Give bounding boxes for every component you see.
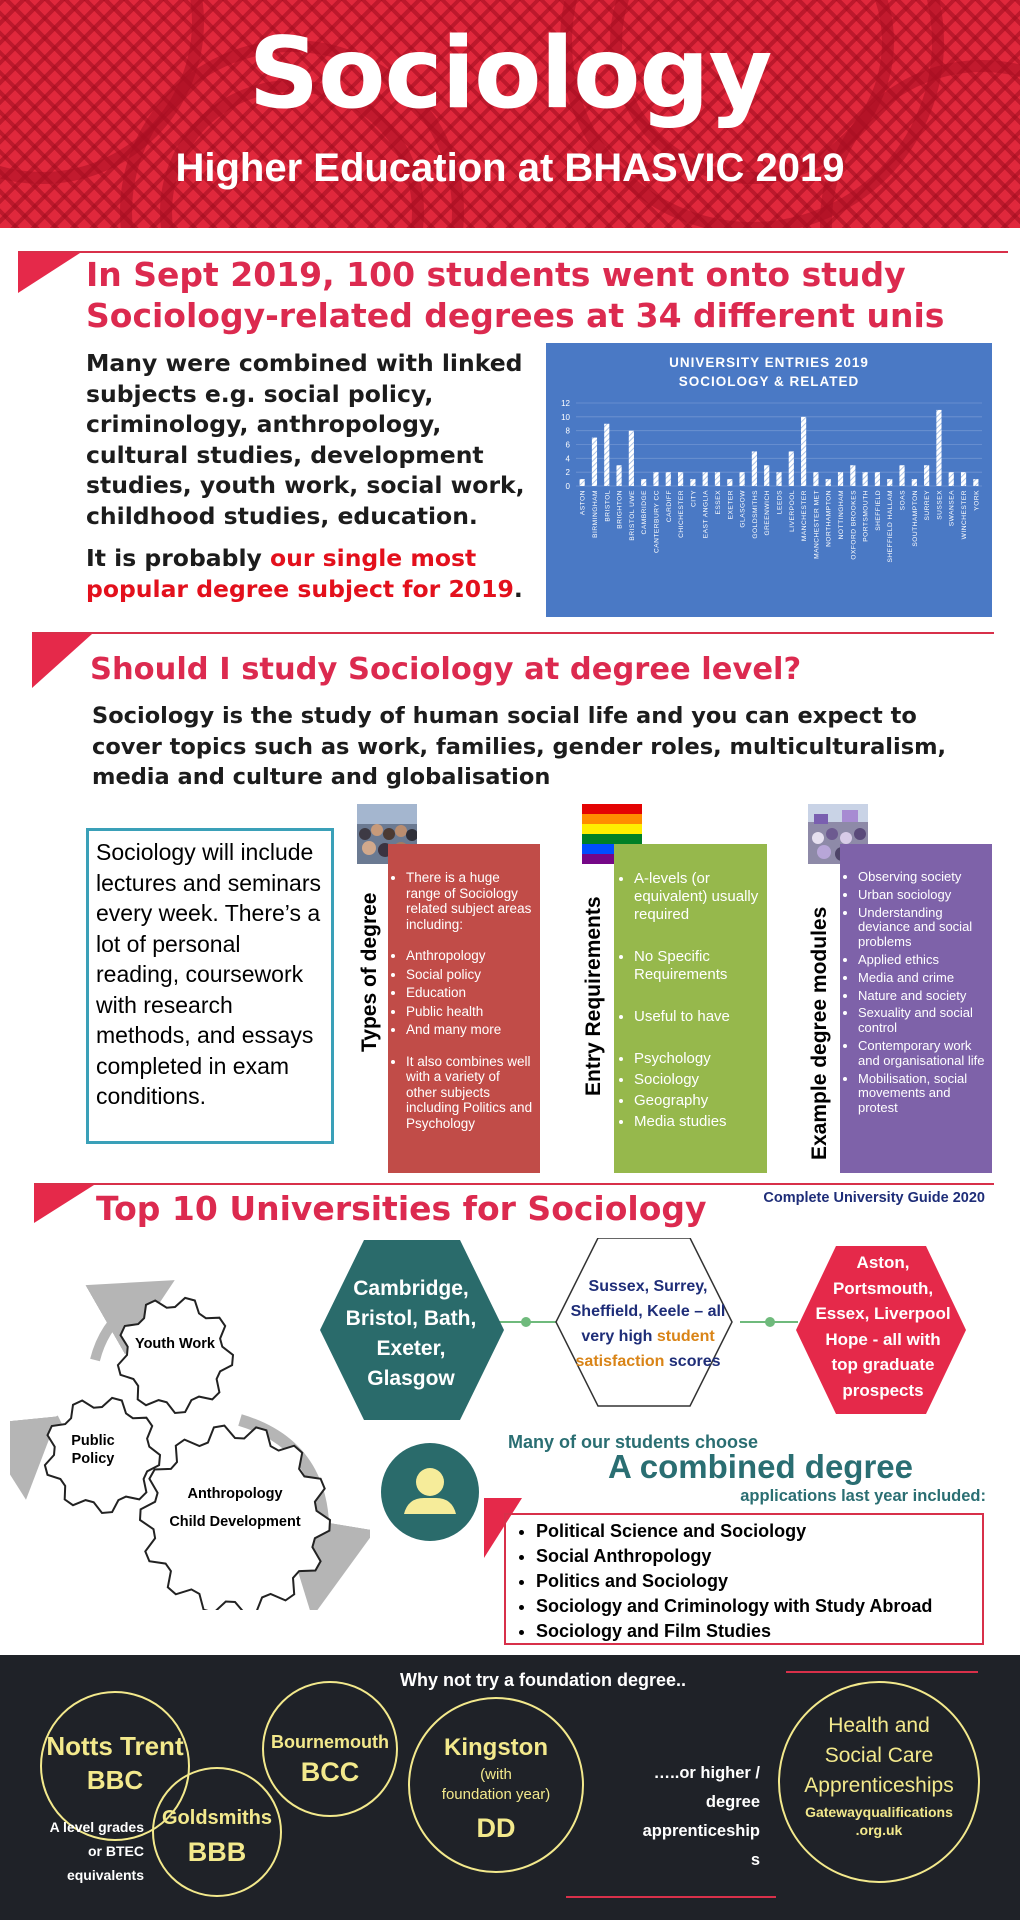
chart-category-label: BIRMINGHAM bbox=[591, 490, 599, 538]
list-item: • Sexuality and social control bbox=[858, 1006, 986, 1036]
hex-line: Aston, bbox=[856, 1253, 910, 1272]
list-item: • Urban sociology bbox=[858, 888, 986, 903]
list-item: • Anthropology bbox=[406, 948, 534, 964]
goldsmiths-grade: BBB bbox=[187, 1837, 247, 1867]
university-entries-chart bbox=[546, 343, 992, 617]
entry-requirements-label: Entry Requirements bbox=[582, 896, 605, 1096]
alevel-note bbox=[20, 1815, 144, 1887]
chart-bar bbox=[616, 465, 621, 486]
hex-line: Essex, Liverpool bbox=[815, 1304, 951, 1323]
section-flag bbox=[32, 634, 92, 688]
goldsmiths-circle bbox=[152, 1767, 282, 1897]
chart-category-label: SOAS bbox=[899, 490, 907, 511]
popular-suffix: . bbox=[513, 575, 523, 603]
chart-ytick-label: 6 bbox=[565, 440, 570, 450]
chart-bar bbox=[715, 472, 720, 486]
chart-bar bbox=[690, 479, 695, 486]
hex-line: Hope - all with bbox=[825, 1329, 941, 1349]
list-item: • There is a huge range of Sociology related subject areas including: bbox=[406, 870, 534, 932]
chart-category-label: SUSSEX bbox=[936, 490, 944, 520]
section-flag bbox=[34, 1185, 94, 1223]
list-item: • Sociology and Criminology with Study Abroad bbox=[536, 1594, 982, 1619]
list-item: • Nature and society bbox=[858, 989, 986, 1004]
chart-category-label: CAMBRIDGE bbox=[641, 490, 649, 535]
chart-category-label: CARDIFF bbox=[665, 490, 673, 523]
chart-category-label: SHEFFIELD bbox=[874, 490, 882, 531]
hex-line: top graduate bbox=[831, 1355, 935, 1374]
chart-category-label: OXFORD BROOKES bbox=[850, 490, 858, 560]
list-item: • No Specific Requirements bbox=[634, 948, 761, 984]
notts-trent-grade: BBC bbox=[86, 1765, 144, 1795]
list-item: • Sociology and Film Studies bbox=[536, 1619, 982, 1644]
chart-category-label: SOUTHAMPTON bbox=[911, 490, 919, 547]
list-item: • Applied ethics bbox=[858, 953, 986, 968]
list-item: • Observing society bbox=[858, 870, 986, 885]
chart-category-label: PORTSMOUTH bbox=[862, 490, 870, 542]
chart-category-label: LEEDS bbox=[776, 490, 784, 515]
kingston-note-1: (with bbox=[480, 1766, 512, 1783]
chart-bar bbox=[801, 417, 806, 486]
list-item: • Contemporary work and organisational life bbox=[858, 1039, 986, 1069]
section-divider bbox=[32, 632, 994, 634]
list-item: • It also combines well with a variety of other subjects including Politics and Psychology bbox=[406, 1054, 534, 1132]
chart-category-label: ESSEX bbox=[714, 490, 722, 515]
chart-category-label: SURREY bbox=[924, 490, 932, 521]
chart-ytick-label: 0 bbox=[565, 482, 570, 491]
chart-category-label: NOTTINGHAM bbox=[838, 490, 846, 540]
foundation-heading: Why not try a foundation degree.. bbox=[400, 1670, 687, 1690]
hex2-highlight: student bbox=[656, 1328, 715, 1345]
bournemouth-grade: BCC bbox=[300, 1757, 360, 1787]
types-of-degree-label: Types of degree bbox=[358, 892, 381, 1052]
chart-category-label: ASTON bbox=[579, 490, 587, 516]
chart-bar bbox=[826, 479, 831, 486]
list-item: • Mobilisation, social movements and protest bbox=[858, 1072, 986, 1116]
chart-bar bbox=[924, 465, 929, 486]
higher-line: s bbox=[750, 1851, 760, 1869]
alevel-line: A level grades bbox=[49, 1819, 144, 1835]
chart-category-label: BRISTOL bbox=[604, 490, 612, 522]
list-item: • Social policy bbox=[406, 967, 534, 983]
hex-line: Glasgow bbox=[367, 1367, 455, 1390]
hex1-text bbox=[336, 1274, 486, 1394]
chart-bar bbox=[813, 472, 818, 486]
section2-heading: Should I study Sociology at degree level? bbox=[90, 652, 802, 687]
chart-category-label: GOLDSMITHS bbox=[751, 490, 759, 539]
section-divider bbox=[18, 251, 1008, 253]
chart-bar bbox=[863, 472, 868, 486]
higher-line: …..or higher / bbox=[653, 1764, 760, 1782]
hex-line: prospects bbox=[842, 1380, 924, 1400]
higher-line: apprenticeship bbox=[642, 1822, 760, 1840]
chart-plot bbox=[546, 343, 992, 617]
section3-heading: Top 10 Universities for Sociology bbox=[96, 1189, 707, 1228]
example-modules-label: Example degree modules bbox=[808, 906, 831, 1160]
health-line: Health and bbox=[828, 1714, 930, 1737]
kingston-note-2: foundation year) bbox=[441, 1786, 551, 1803]
header-banner bbox=[0, 0, 1020, 228]
heading-line: In Sept 2019, 100 students went onto study bbox=[86, 255, 906, 294]
kingston-grade: DD bbox=[476, 1813, 516, 1843]
hex2-main: Sussex, Surrey, Sheffield, Keele – all very high bbox=[570, 1278, 726, 1345]
chart-bar bbox=[752, 451, 757, 486]
chart-bar bbox=[973, 479, 978, 486]
chart-bar bbox=[666, 472, 671, 486]
list-item: • Understanding deviance and social problems bbox=[858, 906, 986, 950]
chart-ytick-label: 4 bbox=[565, 454, 570, 464]
hex2-highlight: satisfaction bbox=[575, 1353, 665, 1370]
linked-subjects-text: Many were combined with linked subjects e.g. social policy, criminology, anthropology, cultural studies, development studies, youth work, social work, childhood studies, education. bbox=[86, 349, 525, 530]
gateway-website bbox=[778, 1803, 980, 1839]
gear-label-anthropology: Anthropology bbox=[187, 1486, 283, 1502]
lectures-info-box: Sociology will include lectures and seminars every week. There’s a lot of personal reading, coursework with research methods, and essays completed in exam conditions. bbox=[86, 828, 334, 1144]
hex3-text bbox=[808, 1250, 958, 1403]
chart-bar bbox=[936, 410, 941, 486]
chart-category-label: CITY bbox=[690, 490, 698, 508]
list-item: • Psychology bbox=[634, 1050, 761, 1068]
chart-bar bbox=[949, 472, 954, 486]
example-modules-box bbox=[840, 844, 992, 1173]
gear-label-youth-work: Youth Work bbox=[134, 1336, 215, 1352]
chart-category-label: EXETER bbox=[727, 490, 735, 520]
footer-divider bbox=[566, 1896, 776, 1898]
chart-category-label: YORK bbox=[973, 490, 981, 511]
hex-line: Cambridge, bbox=[353, 1277, 469, 1300]
chart-bar bbox=[727, 479, 732, 486]
list-item: • A-levels (or equivalent) usually required bbox=[634, 870, 761, 924]
list-item: • Media studies bbox=[634, 1113, 761, 1131]
chart-bar bbox=[653, 472, 658, 486]
chart-bar bbox=[703, 472, 708, 486]
hex-line: Portsmouth, bbox=[832, 1278, 934, 1298]
chart-category-label: MANCHESTER MET bbox=[813, 490, 821, 559]
chart-category-label: BRIGHTON bbox=[616, 490, 624, 529]
chart-bar bbox=[850, 465, 855, 486]
chart-category-label: SWANSEA bbox=[948, 490, 956, 527]
list-item: • Social Anthropology bbox=[536, 1544, 982, 1569]
chart-category-label: LIVERPOOL bbox=[788, 490, 796, 532]
popular-highlight: our single most popular degree subject for 2019 bbox=[86, 544, 514, 603]
chart-bar bbox=[629, 431, 634, 486]
hex2-end: scores bbox=[668, 1353, 721, 1370]
list-item: • And many more bbox=[406, 1022, 534, 1038]
entry-requirements-box bbox=[614, 844, 767, 1173]
page-subtitle: Higher Education at BHASVIC 2019 bbox=[175, 146, 845, 190]
list-item: • Useful to have bbox=[634, 1008, 761, 1026]
applications-text: applications last year included: bbox=[740, 1487, 986, 1505]
chart-bar bbox=[580, 479, 585, 486]
sociology-definition: Sociology is the study of human social life and you can expect to cover topics such as work, families, gender roles, multiculturalism, media and culture and globalisation bbox=[92, 703, 947, 790]
notts-trent-name: Notts Trent bbox=[46, 1731, 184, 1761]
alevel-line: or BTEC bbox=[88, 1843, 144, 1859]
health-care-text bbox=[778, 1711, 980, 1801]
page-title: Sociology bbox=[248, 17, 772, 131]
chart-bar bbox=[838, 472, 843, 486]
hex-line: Bristol, Bath, bbox=[345, 1307, 477, 1330]
person-icon bbox=[380, 1442, 480, 1542]
gear-icon bbox=[118, 1298, 233, 1413]
chart-category-label: EAST ANGLIA bbox=[702, 490, 710, 539]
chart-bar bbox=[641, 479, 646, 486]
chart-category-label: GREENWICH bbox=[764, 490, 772, 536]
chart-category-label: CHICHESTER bbox=[678, 490, 686, 538]
chart-title-line: UNIVERSITY ENTRIES 2019 bbox=[669, 355, 869, 370]
chart-bar bbox=[887, 479, 892, 486]
higher-line: degree bbox=[705, 1793, 760, 1811]
list-item: • Political Science and Sociology bbox=[536, 1519, 982, 1544]
higher-apprenticeship-note bbox=[604, 1759, 760, 1875]
gear-label-child-development: Child Development bbox=[169, 1514, 301, 1530]
health-line: Social Care bbox=[824, 1744, 934, 1767]
source-label: Complete University Guide 2020 bbox=[763, 1190, 985, 1206]
chart-category-label: MANCHESTER bbox=[801, 490, 809, 542]
section-flag bbox=[18, 253, 80, 293]
connector-dot bbox=[521, 1317, 531, 1327]
list-item: • Geography bbox=[634, 1092, 761, 1110]
chart-ytick-label: 8 bbox=[565, 426, 570, 436]
chart-bar bbox=[789, 451, 794, 486]
types-of-degree-box bbox=[388, 844, 540, 1173]
footer-divider bbox=[786, 1671, 978, 1673]
chart-category-label: BRISTOL UWE bbox=[628, 490, 636, 541]
popular-prefix: It is probably bbox=[86, 544, 270, 572]
chart-bar bbox=[604, 424, 609, 486]
chart-bar bbox=[592, 438, 597, 486]
chart-category-label: WINCHESTER bbox=[961, 490, 969, 540]
chart-category-label: GLASGOW bbox=[739, 490, 747, 528]
chart-bar bbox=[740, 472, 745, 486]
health-line: Apprenticeships bbox=[804, 1774, 954, 1797]
list-item: • Education bbox=[406, 985, 534, 1001]
chart-bar bbox=[764, 465, 769, 486]
chart-bar bbox=[912, 479, 917, 486]
combined-degree-list bbox=[504, 1513, 984, 1645]
many-choose-text: Many of our students choose bbox=[508, 1432, 759, 1452]
chart-ytick-label: 10 bbox=[561, 412, 570, 422]
gear-outline bbox=[118, 1298, 233, 1413]
goldsmiths-name: Goldsmiths bbox=[161, 1807, 272, 1829]
gear-label-public-policy: Public Policy bbox=[71, 1433, 115, 1467]
chart-category-label: SHEFFIELD HALLAM bbox=[887, 490, 895, 563]
chart-ytick-label: 2 bbox=[565, 468, 570, 478]
section-divider bbox=[34, 1183, 994, 1185]
bournemouth-name: Bournemouth bbox=[271, 1732, 389, 1752]
section1-heading bbox=[86, 254, 986, 336]
chart-category-label: NORTHAMPTON bbox=[825, 490, 833, 547]
popular-subject-text bbox=[86, 543, 546, 605]
footer-panel bbox=[0, 1655, 1020, 1920]
chart-bar bbox=[678, 472, 683, 486]
kingston-name: Kingston bbox=[444, 1734, 548, 1761]
chart-bar bbox=[961, 472, 966, 486]
list-item: • Public health bbox=[406, 1004, 534, 1020]
connector-dot bbox=[765, 1317, 775, 1327]
heading-line: Sociology-related degrees at 34 different unis bbox=[86, 296, 945, 335]
hex-line: Exeter, bbox=[376, 1337, 446, 1360]
list-item: • Sociology bbox=[634, 1071, 761, 1089]
chart-title-line: SOCIOLOGY & RELATED bbox=[678, 374, 860, 389]
list-item: • Media and crime bbox=[858, 971, 986, 986]
chart-bar bbox=[875, 472, 880, 486]
chart-bar bbox=[899, 465, 904, 486]
list-item: • Politics and Sociology bbox=[536, 1569, 982, 1594]
website-line: .org.uk bbox=[855, 1822, 903, 1838]
chart-ytick-label: 12 bbox=[561, 399, 570, 408]
combined-degree-title: A combined degree bbox=[608, 1448, 914, 1485]
chart-bar bbox=[776, 472, 781, 486]
alevel-line: equivalents bbox=[66, 1867, 144, 1883]
chart-category-label: CANTERBURY CC bbox=[653, 490, 661, 554]
hex2-text bbox=[570, 1274, 726, 1374]
website-line: Gatewayqualifications bbox=[805, 1804, 953, 1820]
